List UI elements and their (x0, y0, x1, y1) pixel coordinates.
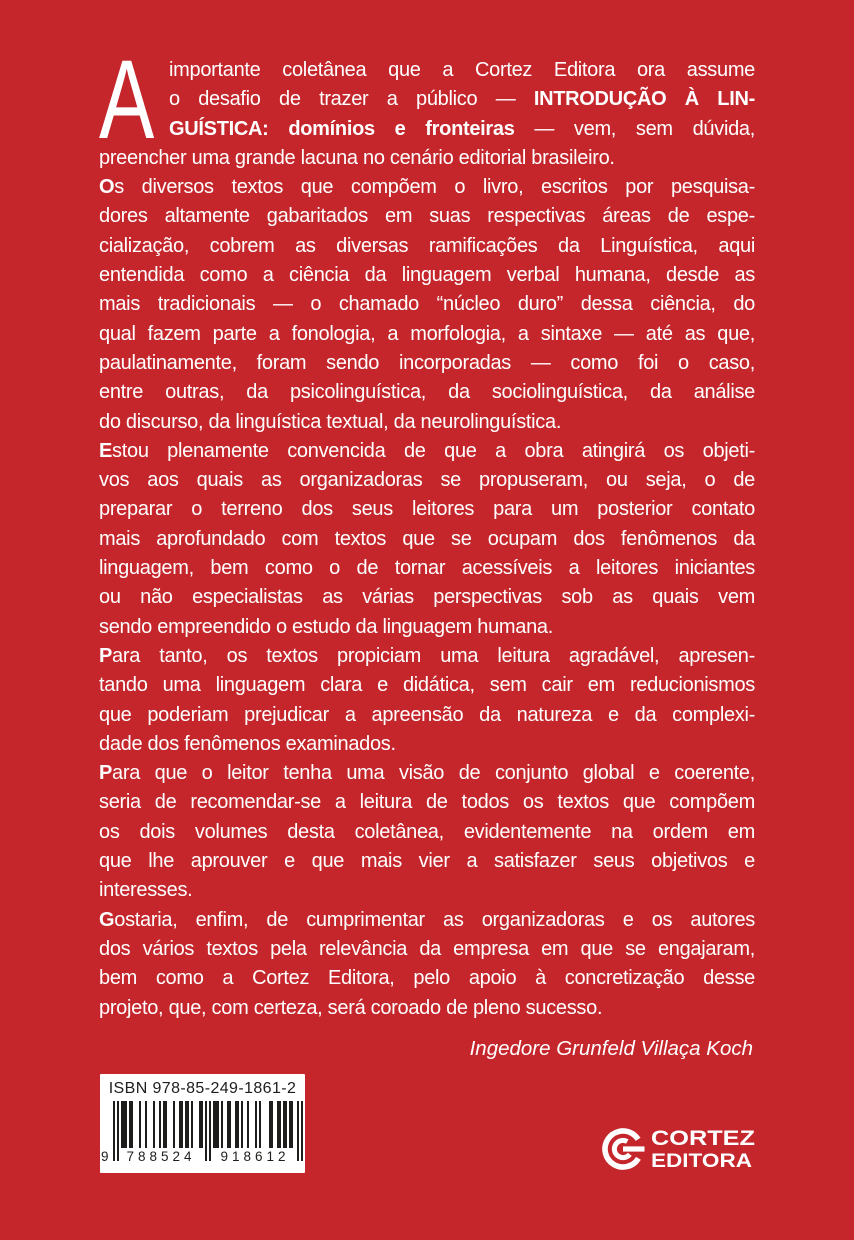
blurb-line: que poderiam prejudicar a apreensão da natureza e da complexi- (99, 703, 755, 726)
blurb-line: Para tanto, os textos propiciam uma leitura agradável, apresen- (99, 644, 755, 667)
blurb-line: cialização, cobrem as diversas ramificações da Linguística, aqui (99, 234, 755, 257)
blurb-line: vos aos quais as organizadoras se propuseram, ou seja, o de (99, 469, 755, 492)
barcode-digits-left: 788524 (119, 1148, 203, 1165)
blurb-line: linguagem, bem como o de tornar acessíveis a leitores iniciantes (99, 557, 755, 580)
blurb-line: os dois volumes desta coletânea, evidentemente na ordem em (99, 820, 755, 843)
blurb-line: entre outras, da psicolinguística, da sociolinguística, da análise (99, 381, 755, 404)
reviewer-signature: Ingedore Grunfeld Villaça Koch (469, 1036, 753, 1060)
blurb-line: dade dos fenômenos examinados. (99, 732, 396, 755)
blurb-line: Estou plenamente convencida de que a obra atingirá os objeti- (99, 439, 755, 462)
blurb-line: importante coletânea que a Cortez Editora ora assume (169, 59, 755, 81)
isbn-barcode-box (100, 1074, 305, 1173)
blurb-line: Gostaria, enfim, de cumprimentar as organizadoras e os autores (99, 908, 755, 931)
blurb-line: interesses. (99, 879, 193, 902)
publisher-name-cortez: CORTEZ (651, 1127, 756, 1150)
back-cover-text-column (99, 37, 755, 1061)
blurb-line: Para que o leitor tenha uma visão de conjunto global e coerente, (99, 762, 755, 785)
blurb-line: do discurso, da linguística textual, da neurolinguística. (99, 410, 562, 433)
blurb-line: sendo empreendido o estudo da linguagem humana. (99, 615, 554, 638)
isbn-label: ISBN 978-85-249-1861-2 (108, 1080, 297, 1097)
barcode-first-digit: 9 (101, 1149, 109, 1164)
blurb-line: projeto, que, com certeza, será coroado de pleno sucesso. (99, 996, 603, 1019)
blurb-line: ou não especialistas as várias perspectivas sob as quais vem (99, 586, 755, 609)
ean13-barcode (101, 1101, 303, 1167)
publisher-name-editora: EDITORA (651, 1151, 753, 1172)
blurb-line: qual fazem parte a fonologia, a morfologia, a sintaxe — até as que, (99, 322, 755, 345)
blurb-line: dores altamente gabaritados em suas respectivas áreas de espe- (99, 205, 755, 228)
blurb-line: Os diversos textos que compõem o livro, escritos por pesquisa- (99, 176, 755, 199)
blurb-line: paulatinamente, foram sendo incorporadas — como foi o caso, (99, 351, 755, 374)
blurb-line: preencher uma grande lacuna no cenário editorial brasileiro. (99, 146, 615, 169)
blurb-line: mais tradicionais — o chamado “núcleo duro” dessa ciência, do (99, 293, 755, 316)
blurb-paragraphs (99, 37, 755, 1023)
blurb-line: tando uma linguagem clara e didática, sem cair em reducionismos (99, 674, 755, 697)
blurb-line: preparar o terreno dos seus leitores para um posterior contato (99, 498, 755, 521)
blurb-line: bem como a Cortez Editora, pelo apoio à concretização desse (99, 967, 755, 990)
dropcap-letter: A (99, 37, 155, 162)
blurb-line: mais aprofundado com textos que se ocupam dos fenômenos da (99, 527, 755, 550)
publisher-logo (599, 1122, 761, 1176)
blurb-line: entendida como a ciência da linguagem verbal humana, desde as (99, 264, 755, 287)
blurb-line: dos vários textos pela relevância da empresa em que se engajaram, (99, 937, 755, 960)
cortez-double-c-icon (599, 1124, 648, 1173)
blurb-line: o desafio de trazer a público — INTRODUÇÃO À LIN- (169, 88, 755, 111)
barcode-digits-right: 918612 (213, 1148, 297, 1165)
blurb-line: GUÍSTICA: domínios e fronteiras — vem, sem dúvida, (169, 117, 755, 140)
blurb-line: que lhe aprouver e que mais vier a satisfazer seus objetivos e (99, 850, 755, 873)
blurb-line: seria de recomendar-se a leitura de todos os textos que compõem (99, 791, 755, 814)
